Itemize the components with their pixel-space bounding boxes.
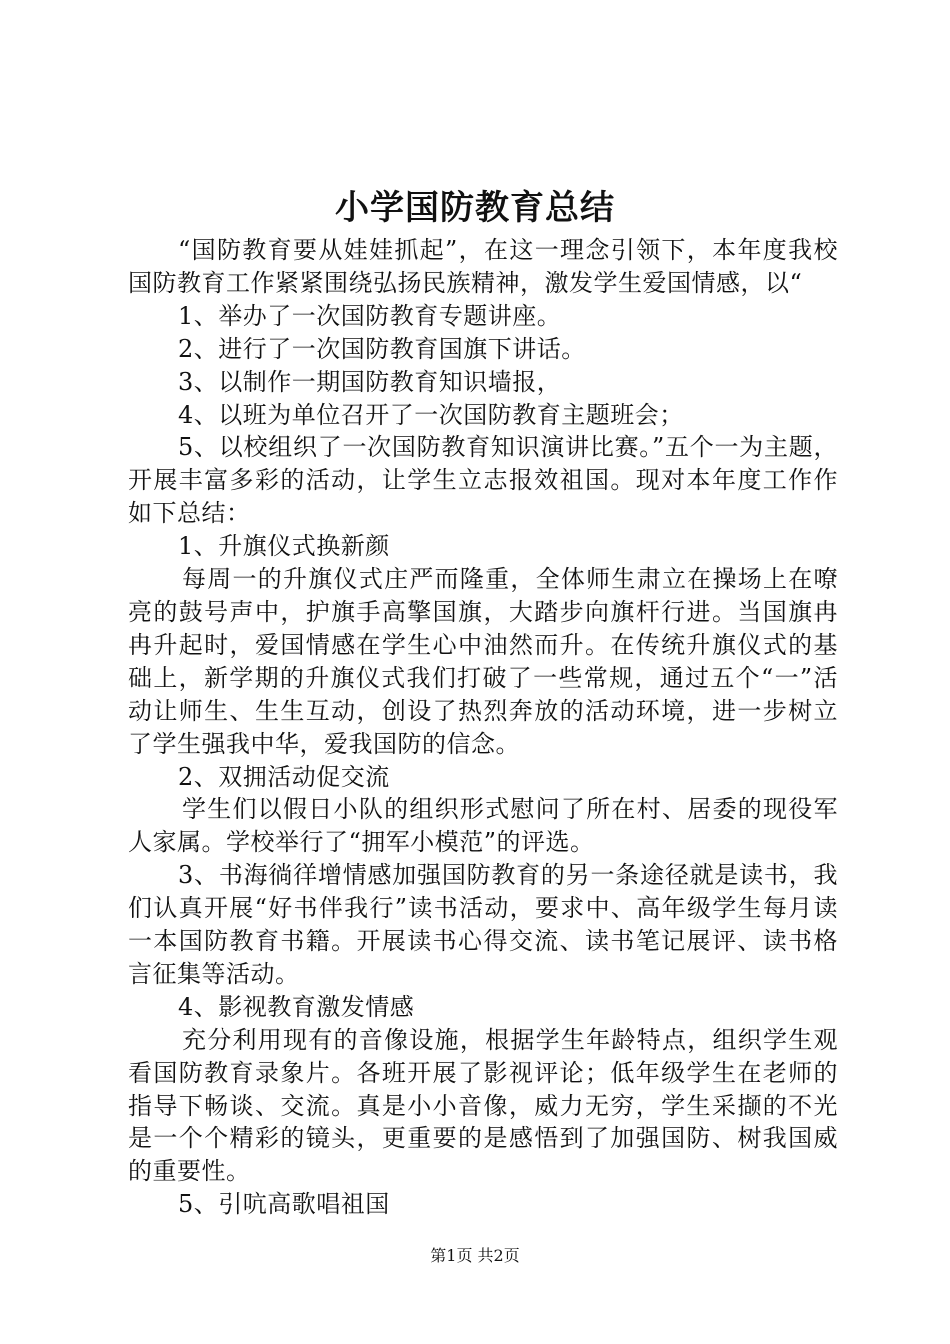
section-heading: 2、双拥活动促交流	[178, 762, 390, 791]
intro-paragraph: “国防教育要从娃娃抓起”，在这一理念引领下，本年度我校国防教育工作紧紧围绕弘扬民族精神，激发学生爱国情感，以“	[128, 236, 838, 297]
section-heading: 1、升旗仪式换新颜	[178, 532, 390, 561]
list-item: 2、进行了一次国防教育国旗下讲话。	[178, 334, 586, 363]
page-footer	[0, 1245, 950, 1267]
section-heading: 5、引吭高歌唱祖国	[178, 1190, 390, 1219]
page-number: 第1页 共2页	[430, 1246, 520, 1265]
section-heading: 4、影视教育激发情感	[178, 992, 415, 1021]
body-paragraph: 充分利用现有的音像设施，根据学生年龄特点，组织学生观看国防教育录象片。各班开展了影视评论；低年级学生在老师的指导下畅谈、交流。真是小小音像，威力无穷，学生采撷的不光是一个个精彩的镜头，更重要的是感悟到了加强国防、树我国威的重要性。	[128, 1025, 838, 1186]
body-paragraph: 学生们以假日小队的组织形式慰问了所在村、居委的现役军人家属。学校举行了“拥军小模范”的评选。	[128, 795, 838, 857]
body-paragraph: 3、书海徜徉增情感加强国防教育的另一条途径就是读书，我们认真开展“好书伴我行”读书活动，要求中、高年级学生每月读一本国防教育书籍。开展读书心得交流、读书笔记展评、读书格言征集等活动。	[128, 861, 838, 988]
list-item: 3、以制作一期国防教育知识墙报，	[178, 367, 562, 396]
document-title: 小学国防教育总结	[335, 188, 615, 228]
list-item: 5、以校组织了一次国防教育知识演讲比赛。”五个一为主题，开展丰富多彩的活动，让学生立志报效祖国。现对本年度工作作如下总结：	[128, 433, 838, 528]
list-item: 1、举办了一次国防教育专题讲座。	[178, 301, 562, 330]
document-body	[128, 234, 838, 1221]
body-paragraph: 每周一的升旗仪式庄严而隆重，全体师生肃立在操场上在嘹亮的鼓号声中，护旗手高擎国旗，大踏步向旗杆行进。当国旗冉冉升起时，爱国情感在学生心中油然而升。在传统升旗仪式的基础上，新学期的升旗仪式我们打破了一些常规，通过五个“一”活动让师生、生生互动，创设了热烈奔放的活动环境，进一步树立了学生强我中华，爱我国防的信念。	[128, 565, 838, 758]
list-item: 4、以班为单位召开了一次国防教育主题班会；	[178, 400, 684, 429]
